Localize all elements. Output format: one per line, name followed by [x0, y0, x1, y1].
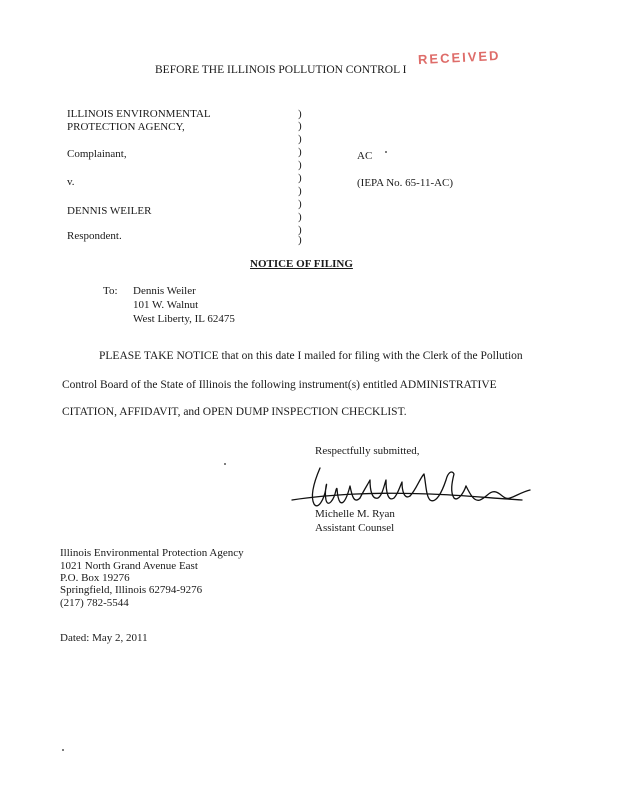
court-header-trailing: I: [402, 64, 407, 76]
versus-label: v.: [67, 176, 75, 188]
scan-speck: [385, 151, 387, 153]
caption-paren: ): [298, 159, 302, 171]
addressee-street: 101 W. Walnut: [133, 299, 199, 311]
caption-paren: ): [298, 120, 302, 132]
caption-paren: ): [298, 185, 302, 197]
party1-line1: ILLINOIS ENVIRONMENTAL: [67, 108, 211, 120]
signer-title: Assistant Counsel: [315, 522, 395, 534]
to-label: To:: [103, 285, 118, 297]
addressee-city: West Liberty, IL 62475: [133, 313, 235, 325]
party2-name: DENNIS WEILER: [67, 205, 152, 217]
case-prefix: AC: [357, 150, 373, 162]
court-header: [155, 64, 406, 76]
signer-name: Michelle M. Ryan: [315, 508, 395, 520]
caption-paren: ): [298, 133, 302, 145]
party1-role: Complainant,: [67, 148, 127, 160]
agency-line-2: 1021 North Grand Avenue East: [60, 560, 198, 572]
received-stamp: RECEIVED: [417, 47, 501, 68]
addressee-name: Dennis Weiler: [133, 285, 196, 297]
caption-paren: ): [298, 234, 302, 246]
body-line-3: CITATION, AFFIDAVIT, and OPEN DUMP INSPECTION CHECKLIST.: [62, 406, 407, 418]
agency-line-1: Illinois Environmental Protection Agency: [60, 547, 244, 559]
caption-paren: ): [298, 108, 302, 120]
body-line-1: PLEASE TAKE NOTICE that on this date I mailed for filing with the Clerk of the Pollution: [99, 350, 523, 362]
closing-salutation: Respectfully submitted,: [315, 445, 420, 457]
agency-line-4: Springfield, Illinois 62794-9276: [60, 584, 203, 596]
caption-paren: ): [298, 211, 302, 223]
caption-paren: ): [298, 146, 302, 158]
agency-line-5: (217) 782-5544: [60, 597, 129, 609]
caption-paren: ): [298, 224, 302, 236]
dated-line: Dated: May 2, 2011: [60, 632, 148, 644]
agency-line-3: P.O. Box 19276: [60, 572, 130, 584]
scan-speck: [224, 463, 226, 465]
case-number: (IEPA No. 65-11-AC): [357, 177, 454, 189]
party1-line2: PROTECTION AGENCY,: [67, 121, 185, 133]
caption-paren: ): [298, 198, 302, 210]
party2-role: Respondent.: [67, 230, 122, 242]
scan-speck: [62, 749, 64, 751]
caption-paren: ): [298, 172, 302, 184]
court-header-text: BEFORE THE ILLINOIS POLLUTION CONTROL: [155, 64, 403, 76]
body-line-2: Control Board of the State of Illinois the following instrument(s) entitled ADMINISTRATIVE: [62, 379, 497, 391]
notice-title: NOTICE OF FILING: [250, 258, 353, 270]
